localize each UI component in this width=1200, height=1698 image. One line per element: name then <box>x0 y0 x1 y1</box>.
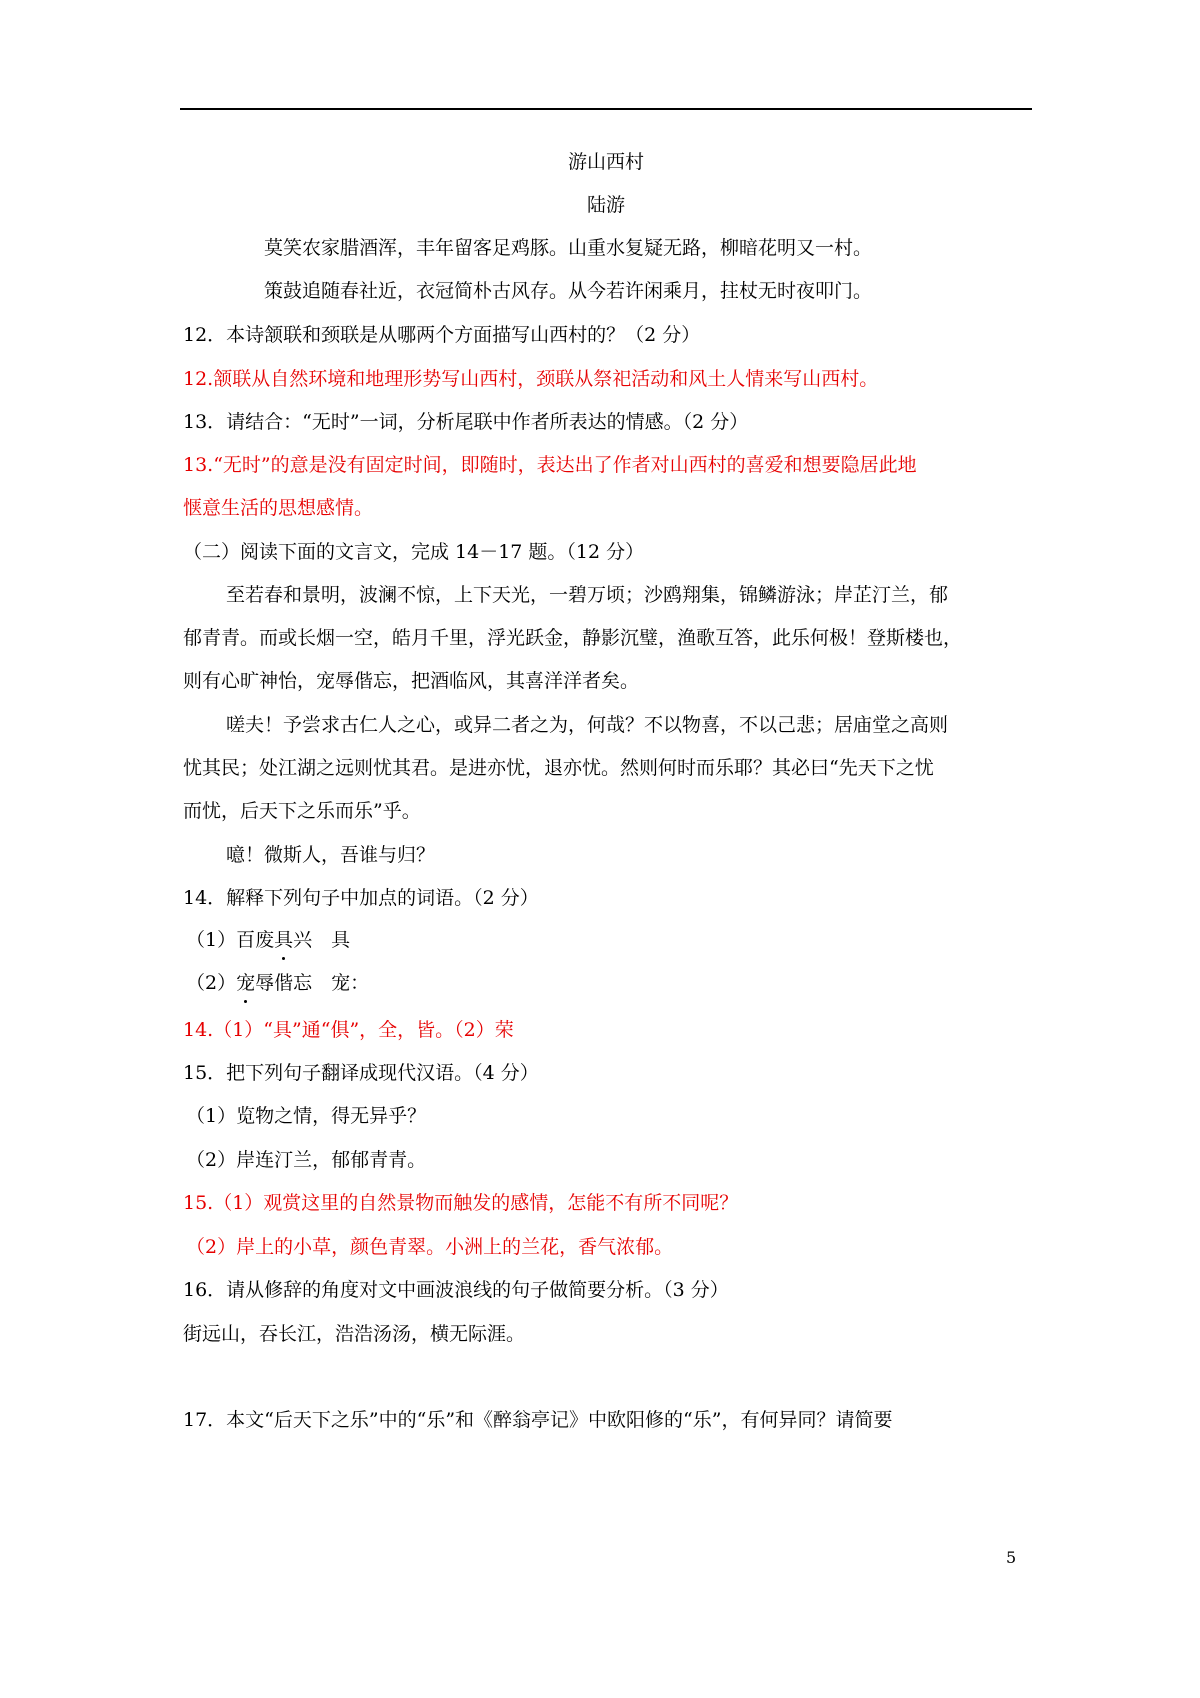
passage-line: 嗟夫！予尝求古仁人之心，或异二者之为，何哉？不以物喜，不以己悲；居庙堂之高则 <box>226 714 949 736</box>
passage-line: 至若春和景明，波澜不惊，上下天光，一碧万顷；沙鸥翔集，锦鳞游泳；岸芷汀兰，郁 <box>226 584 949 606</box>
question-13: 13．请结合：“无时”一词，分析尾联中作者所表达的情感。（2 分） <box>183 411 749 433</box>
page-number: 5 <box>1006 1548 1017 1567</box>
question-14-item <box>186 971 369 995</box>
item-text: （1）百废 <box>186 929 275 951</box>
question-15: 15．把下列句子翻译成现代汉语。（4 分） <box>183 1062 539 1084</box>
poem-title: 游山西村 <box>567 151 644 173</box>
question-14-item <box>186 928 350 952</box>
question-16: 16．请从修辞的角度对文中画波浪线的句子做简要分析。（3 分） <box>183 1279 729 1301</box>
passage-line: 郁青青。而或长烟一空，皓月千里，浮光跃金，静影沉璧，渔歌互答，此乐何极！登斯楼也， <box>183 627 963 649</box>
question-14: 14．解释下列句子中加点的词语。（2 分） <box>183 887 539 909</box>
poem-author: 陆游 <box>586 194 625 216</box>
passage-line: 而忧，后天下之乐而乐”乎。 <box>183 800 421 822</box>
poem-line: 莫笑农家腊酒浑，丰年留客足鸡豚。山重水复疑无路，柳暗花明又一村。 <box>264 237 873 259</box>
answer-14: 14.（1）“具”通“俱”，全，皆。（2）荣 <box>183 1019 514 1041</box>
question-17: 17．本文“后天下之乐”中的“乐”和《醉翁亭记》中欧阳修的“乐”，有何异同？请简要 <box>183 1409 893 1431</box>
poem-line: 策鼓追随春社近，衣冠简朴古风存。从今若许闲乘月，拄杖无时夜叩门。 <box>264 280 873 302</box>
answer-15: （2）岸上的小草，颜色青翠。小洲上的兰花，香气浓郁。 <box>186 1236 674 1258</box>
question-12: 12．本诗颔联和颈联是从哪两个方面描写山西村的？（2 分） <box>183 324 701 346</box>
passage-line: 忧其民；处江湖之远则忧其君。是进亦忧，退亦忧。然则何时而乐耶？其必曰“先天下之忧 <box>183 757 934 779</box>
question-16-sentence: 街远山，吞长江，浩浩汤汤，横无际涯。 <box>183 1323 526 1345</box>
question-15-item: （2）岸连汀兰，郁郁青青。 <box>186 1149 427 1171</box>
answer-13: 13.“无时”的意是没有固定时间，即随时，表达出了作者对山西村的喜爱和想要隐居此地 <box>183 454 917 476</box>
answer-12: 12.颔联从自然环境和地理形势写山西村，颈联从祭祀活动和风土人情来写山西村。 <box>183 368 879 390</box>
passage-line: 则有心旷神怡，宠辱偕忘，把酒临风，其喜洋洋者矣。 <box>183 670 640 692</box>
answer-13: 惬意生活的思想感情。 <box>183 497 374 519</box>
passage-line: 噫！微斯人，吾谁与归？ <box>226 844 436 866</box>
dotted-char: 具 <box>274 929 294 951</box>
item-text: 兴 具 <box>293 929 351 951</box>
answer-15: 15.（1）观赏这里的自然景物而触发的感情，怎能不有所不同呢？ <box>183 1192 739 1214</box>
header-rule <box>180 108 1032 110</box>
section-heading: （二）阅读下面的文言文，完成 14－17 题。（12 分） <box>183 541 645 563</box>
question-15-item: （1）览物之情，得无异乎？ <box>186 1105 427 1127</box>
item-text: 辱偕忘 宠： <box>255 972 370 994</box>
item-text: （2） <box>186 972 237 994</box>
dotted-char: 宠 <box>236 972 256 994</box>
